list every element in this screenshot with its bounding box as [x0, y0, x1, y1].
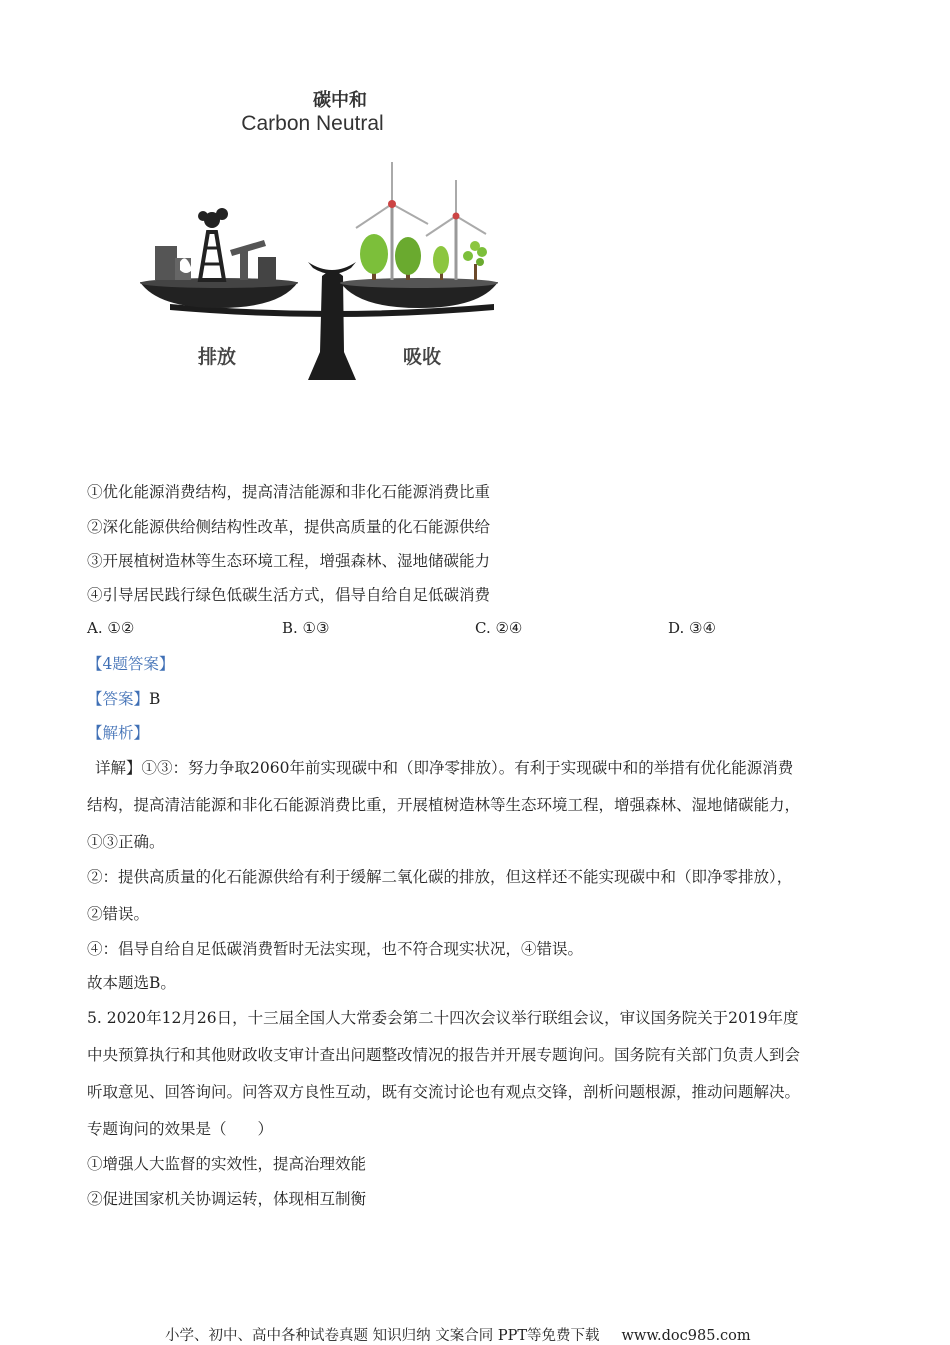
q4-statement-2: ②深化能源供给侧结构性改革，提供高质量的化石能源供给: [87, 518, 491, 536]
page-footer: [165, 1324, 773, 1345]
q5-stem-line-1: 5. 2020年12月26日，十三届全国人大常委会第二十四次会议举行联组会议，审议国务院关于2019年度: [87, 1009, 799, 1027]
analysis-line-1: 详解】①③：努力争取2060年前实现碳中和（即净零排放）。有利于实现碳中和的举措有优化能源消费: [95, 759, 794, 777]
figure-label-emission: 排放: [198, 346, 237, 368]
q4-statement-1: ①优化能源消费结构，提高清洁能源和非化石能源消费比重: [87, 483, 491, 501]
q5-prompt: 专题询问的效果是（ ）: [87, 1120, 274, 1138]
answer-line: [87, 687, 160, 709]
carbon-neutral-figure: [130, 82, 550, 397]
figure-label-absorption: 吸收: [403, 346, 442, 368]
q5-statement-1: ①增强人大监督的实效性，提高治理效能: [87, 1155, 367, 1173]
analysis-label: 【解析】: [87, 724, 150, 742]
answer-value: B: [149, 690, 161, 708]
analysis-line-4: ②：提供高质量的化石能源供给有利于缓解二氧化碳的排放，但这样还不能实现碳中和（即净零排放），: [87, 868, 793, 886]
q5-stem-line-2: 中央预算执行和其他财政收支审计查出问题整改情况的报告并开展专题询问。国务院有关部门负责人到会: [87, 1046, 801, 1064]
q4-option-b: B. ①③: [282, 619, 330, 637]
analysis-conclusion: 故本题选B。: [87, 974, 176, 992]
answer-label: 【答案】: [87, 690, 150, 708]
q4-option-c: C. ②④: [475, 619, 523, 637]
q5-stem-line-3: 听取意见、回答询问。问答双方良性互动，既有交流讨论也有观点交锋，剖析问题根源，推动问题解决。: [87, 1083, 801, 1101]
footer-text: 小学、初中、高中各种试卷真题 知识归纳 文案合同 PPT等免费下载: [165, 1328, 600, 1344]
q4-statement-3: ③开展植树造林等生态环境工程，增强森林、湿地储碳能力: [87, 552, 491, 570]
q4-statement-4: ④引导居民践行绿色低碳生活方式，倡导自给自足低碳消费: [87, 586, 491, 604]
figure-title-cn: 碳中和: [313, 90, 367, 111]
answer-heading: 【4题答案】: [87, 655, 175, 673]
analysis-line-3: ①③正确。: [87, 833, 165, 851]
footer-url[interactable]: www.doc985.com: [621, 1328, 751, 1344]
analysis-line-2: 结构，提高清洁能源和非化石能源消费比重，开展植树造林等生态环境工程，增强森林、湿地储碳能力，: [87, 796, 801, 814]
analysis-line-5: ②错误。: [87, 905, 150, 923]
q4-option-d: D. ③④: [668, 619, 716, 637]
analysis-line-6: ④：倡导自给自足低碳消费暂时无法实现，也不符合现实状况，④错误。: [87, 940, 584, 958]
q5-statement-2: ②促进国家机关协调运转，体现相互制衡: [87, 1190, 367, 1208]
figure-title-en: Carbon Neutral: [241, 112, 384, 135]
q4-option-a: A. ①②: [87, 619, 135, 637]
